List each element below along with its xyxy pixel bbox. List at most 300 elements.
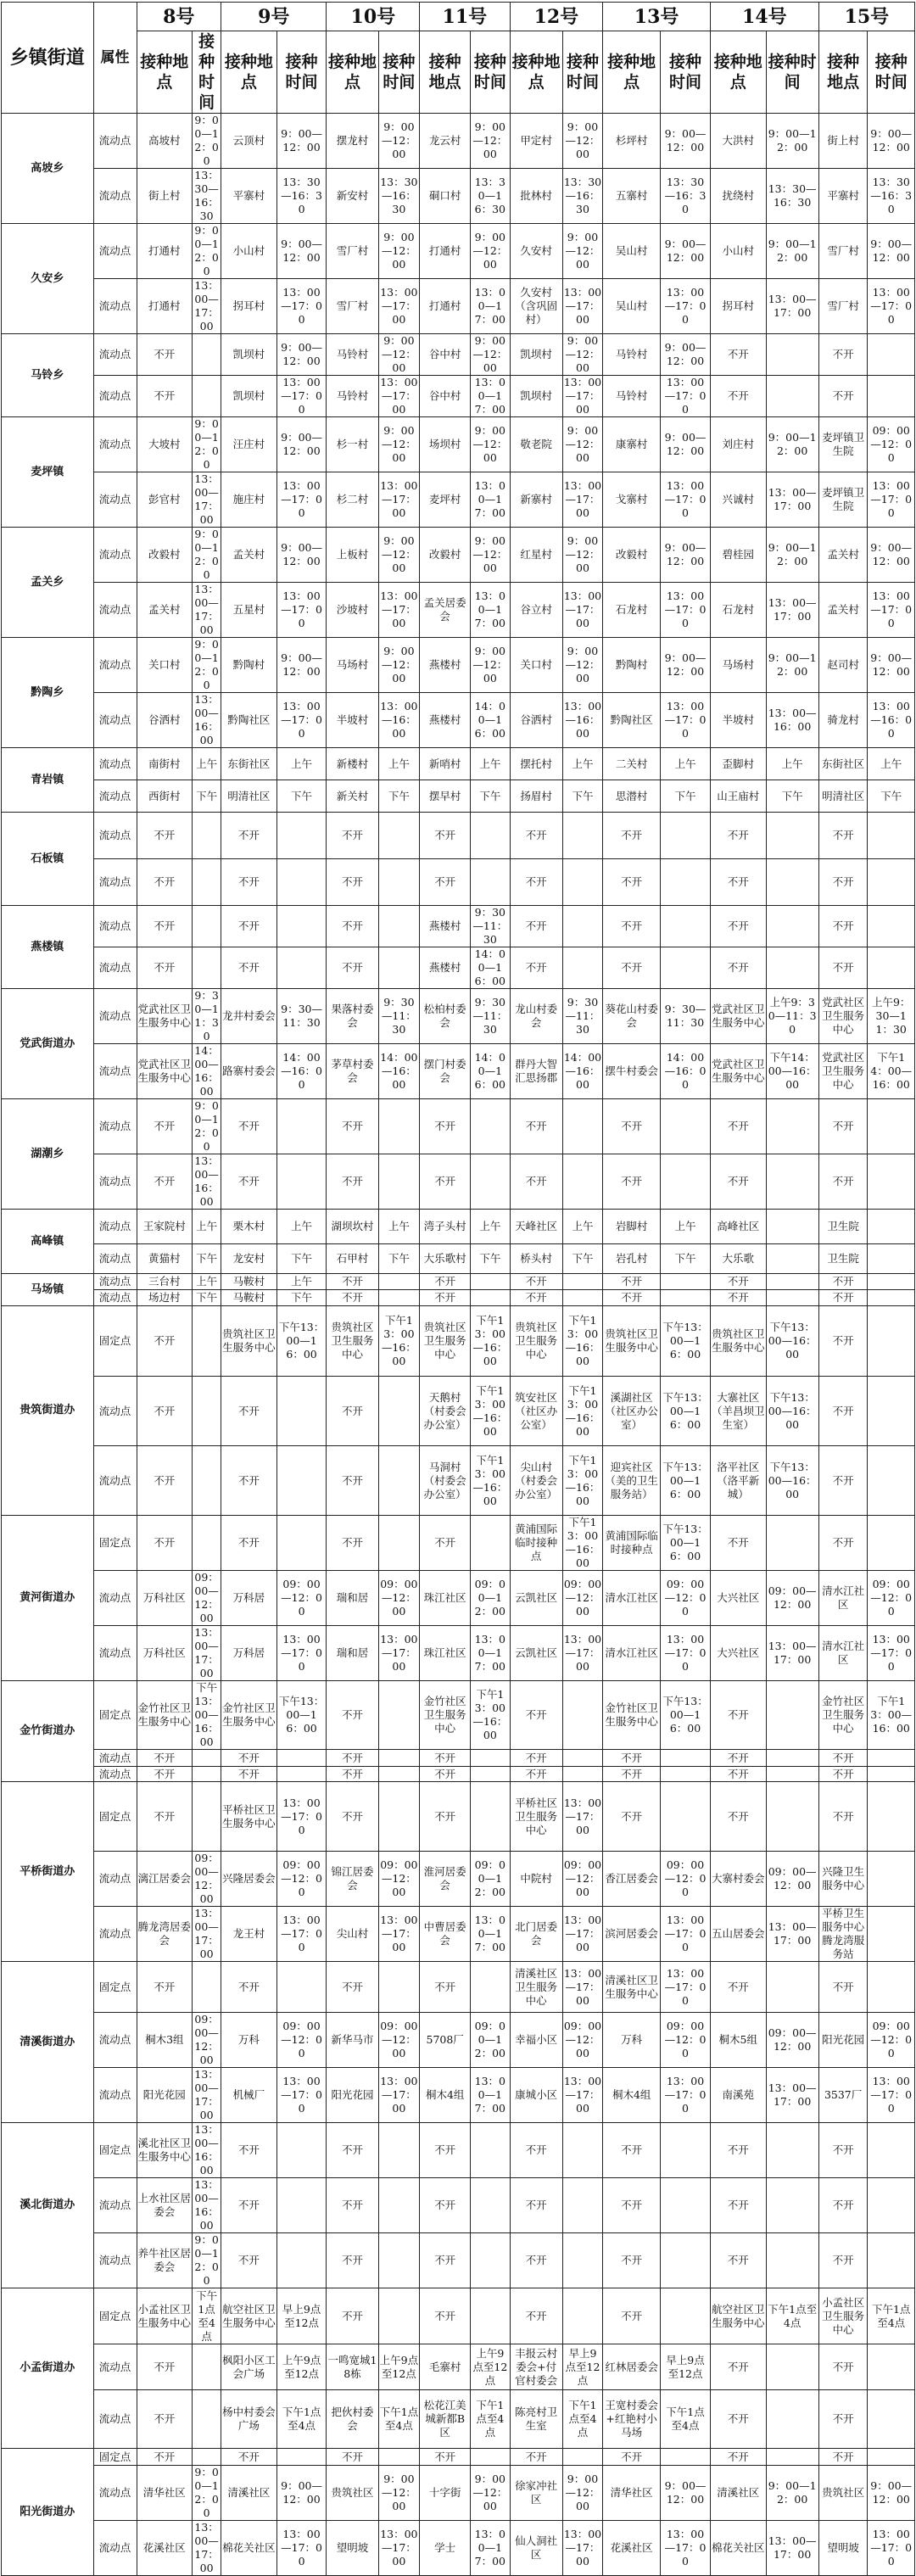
site-cell: 雪厂村 xyxy=(327,279,378,334)
time-cell xyxy=(766,1962,818,2013)
site-cell: 溪北社区卫生服务中心 xyxy=(137,2123,193,2178)
site-cell: 党武社区卫生服务中心 xyxy=(710,989,766,1044)
time-cell xyxy=(378,1681,420,1750)
time-cell xyxy=(661,1154,711,1210)
time-cell: 09：00—12：00 xyxy=(276,1852,327,1907)
site-cell: 不开 xyxy=(221,2233,277,2288)
time-cell xyxy=(661,906,711,947)
time-cell: 13：00—17：00 xyxy=(766,2521,818,2576)
time-cell: 下午 xyxy=(193,1290,221,1306)
site-cell: 新关村 xyxy=(327,780,378,813)
time-cell: 下午14：00—16：00 xyxy=(868,1044,915,1099)
time-cell: 9：00—12：00 xyxy=(661,114,711,169)
time-cell xyxy=(562,1154,603,1210)
site-cell: 不开 xyxy=(710,1274,766,1290)
site-cell: 不开 xyxy=(710,1290,766,1306)
town-name: 平桥街道办 xyxy=(2,1782,94,1962)
time-cell: 下午 xyxy=(276,1290,327,1306)
time-cell xyxy=(378,2449,420,2466)
site-cell: 不开 xyxy=(818,1962,868,2013)
point-type: 固定点 xyxy=(93,2449,137,2466)
site-cell: 骑龙村 xyxy=(818,693,868,748)
point-type: 流动点 xyxy=(93,528,137,583)
time-cell: 下午 xyxy=(562,780,603,813)
site-cell: 不开 xyxy=(710,1767,766,1782)
site-cell: 贵筑社区卫生服务中心 xyxy=(420,1306,471,1377)
site-cell: 珠江社区 xyxy=(420,1626,471,1681)
time-cell: 下午13：00—16：00 xyxy=(562,1306,603,1377)
site-cell: 摆牛村委会 xyxy=(603,1044,661,1099)
point-type: 流动点 xyxy=(93,813,137,859)
site-cell: 不开 xyxy=(818,2123,868,2178)
time-cell: 13：00—17：00 xyxy=(661,2521,711,2576)
time-cell: 上午9：30—11：30 xyxy=(868,989,915,1044)
time-cell: 9：00—12：00 xyxy=(766,114,818,169)
table-row xyxy=(2,1446,915,1516)
time-cell xyxy=(868,1377,915,1446)
time-cell: 13：00—17：00 xyxy=(661,472,711,528)
site-cell: 淮河居委会 xyxy=(420,1852,471,1907)
time-cell: 下午13：00—16：00 xyxy=(562,1446,603,1516)
site-cell: 清水江社区 xyxy=(603,1626,661,1681)
time-cell xyxy=(193,859,221,906)
time-cell: 13：00—17：00 xyxy=(276,472,327,528)
time-cell xyxy=(378,813,420,859)
table-row xyxy=(2,2466,915,2521)
site-cell: 不开 xyxy=(420,2178,471,2233)
time-cell: 下午13：00—16：00 xyxy=(276,1306,327,1377)
time-cell xyxy=(868,2178,915,2233)
time-cell: 14：00—16：00 xyxy=(378,1044,420,1099)
site-cell: 不开 xyxy=(710,334,766,376)
time-cell: 13：00—17：00 xyxy=(661,693,711,748)
site-cell: 不开 xyxy=(327,1962,378,2013)
time-cell: 13：00—17：00 xyxy=(378,1907,420,1962)
site-cell: 不开 xyxy=(510,2233,562,2288)
point-type: 流动点 xyxy=(93,1044,137,1099)
site-cell: 谷中村 xyxy=(420,376,471,417)
time-cell: 9：00—12：00 xyxy=(276,528,327,583)
site-cell: 不开 xyxy=(327,2123,378,2178)
time-cell xyxy=(378,2233,420,2288)
site-cell: 不开 xyxy=(327,1750,378,1767)
time-cell xyxy=(868,1767,915,1782)
site-cell: 马铃村 xyxy=(603,376,661,417)
time-cell xyxy=(471,1154,510,1210)
time-cell: 09：00—12：00 xyxy=(766,2013,818,2068)
time-cell xyxy=(562,2123,603,2178)
time-cell xyxy=(868,906,915,947)
site-cell: 云顶村 xyxy=(221,114,277,169)
time-cell: 13：00—17：00 xyxy=(276,2521,327,2576)
site-cell: 兴诚村 xyxy=(710,472,766,528)
site-cell: 不开 xyxy=(710,947,766,989)
header-time: 接种时间 xyxy=(378,31,420,114)
site-cell: 不开 xyxy=(510,1681,562,1750)
time-cell: 9：00—12：00 xyxy=(378,638,420,693)
site-cell: 不开 xyxy=(818,947,868,989)
site-cell: 桐木3组 xyxy=(137,2013,193,2068)
site-cell: 不开 xyxy=(137,1446,193,1516)
time-cell xyxy=(766,1750,818,1767)
site-cell: 打通村 xyxy=(137,224,193,279)
time-cell: 9：30—11：30 xyxy=(471,906,510,947)
site-cell: 不开 xyxy=(221,2449,277,2466)
table-row xyxy=(2,2013,915,2068)
site-cell: 党武社区卫生服务中心 xyxy=(137,989,193,1044)
time-cell: 13：00—17：00 xyxy=(562,472,603,528)
site-cell: 马场村 xyxy=(710,638,766,693)
site-cell: 不开 xyxy=(710,1782,766,1852)
time-cell: 13：00—16：00 xyxy=(868,693,915,748)
site-cell: 马铃村 xyxy=(327,376,378,417)
point-type: 流动点 xyxy=(93,1750,137,1767)
time-cell: 9：00—12：00 xyxy=(471,638,510,693)
site-cell: 杉二村 xyxy=(327,472,378,528)
site-cell: 珠江社区 xyxy=(420,1571,471,1626)
time-cell: 13：00—16：00 xyxy=(562,693,603,748)
site-cell: 谷中村 xyxy=(420,334,471,376)
time-cell xyxy=(193,1750,221,1767)
time-cell: 09：00—12：00 xyxy=(766,1852,818,1907)
time-cell xyxy=(378,1962,420,2013)
site-cell: 万科 xyxy=(221,2013,277,2068)
header-place: 接种地点 xyxy=(221,31,277,114)
site-cell: 云凯社区 xyxy=(510,1571,562,1626)
header-day: 8号 xyxy=(137,3,221,31)
site-cell: 平桥卫生服务中心腾龙湾服务站 xyxy=(818,1907,868,1962)
time-cell: 14：00—16：00 xyxy=(661,1044,711,1099)
site-cell: 不开 xyxy=(818,1274,868,1290)
time-cell xyxy=(766,1290,818,1306)
site-cell: 贵筑社区 xyxy=(327,2466,378,2521)
site-cell: 湾子头村 xyxy=(420,1210,471,1244)
table-row xyxy=(2,1767,915,1782)
site-cell: 不开 xyxy=(221,1446,277,1516)
time-cell xyxy=(276,2123,327,2178)
site-cell: 硐口村 xyxy=(420,169,471,224)
town-name: 黔陶乡 xyxy=(2,638,94,748)
site-cell: 把伙村委会 xyxy=(327,2390,378,2449)
site-cell: 不开 xyxy=(420,813,471,859)
time-cell: 13：00—17：00 xyxy=(562,583,603,638)
time-cell: 9：00—12：00 xyxy=(193,1099,221,1154)
header-day: 9号 xyxy=(221,3,327,31)
site-cell: 不开 xyxy=(818,2233,868,2288)
town-name: 金竹街道办 xyxy=(2,1681,94,1782)
site-cell: 不开 xyxy=(420,1274,471,1290)
site-cell: 二关村 xyxy=(603,748,661,780)
site-cell: 仙人洞社区 xyxy=(510,2521,562,2576)
time-cell: 早上9点至12点 xyxy=(276,2288,327,2344)
site-cell: 毛寨村 xyxy=(420,2344,471,2390)
time-cell xyxy=(661,1274,711,1290)
site-cell: 贵筑社区卫生服务中心 xyxy=(710,1306,766,1377)
site-cell: 金竹社区卫生服务中心 xyxy=(818,1681,868,1750)
town-name: 石板镇 xyxy=(2,813,94,906)
time-cell xyxy=(378,1274,420,1290)
time-cell xyxy=(276,1099,327,1154)
table-row xyxy=(2,1306,915,1377)
table-row xyxy=(2,693,915,748)
point-type: 流动点 xyxy=(93,1446,137,1516)
site-cell: 阳光花园 xyxy=(137,2068,193,2123)
time-cell xyxy=(766,2123,818,2178)
time-cell xyxy=(868,2344,915,2390)
time-cell xyxy=(562,2233,603,2288)
time-cell xyxy=(193,1782,221,1852)
site-cell: 天鹅村（村委会办公室） xyxy=(420,1377,471,1446)
time-cell xyxy=(276,2233,327,2288)
table-row xyxy=(2,2288,915,2344)
table-row xyxy=(2,1962,915,2013)
time-cell xyxy=(766,1274,818,1290)
time-cell xyxy=(868,1446,915,1516)
time-cell: 下午13：00—16：00 xyxy=(661,1681,711,1750)
time-cell xyxy=(766,334,818,376)
site-cell: 不开 xyxy=(327,2233,378,2288)
site-cell: 不开 xyxy=(818,1782,868,1852)
time-cell: 13：00—17：00 xyxy=(378,376,420,417)
point-type: 流动点 xyxy=(93,2390,137,2449)
site-cell: 黄猫村 xyxy=(137,1244,193,1274)
site-cell: 敬老院 xyxy=(510,417,562,472)
site-cell: 场边村 xyxy=(137,1290,193,1306)
site-cell: 云凯社区 xyxy=(510,1626,562,1681)
time-cell xyxy=(766,2449,818,2466)
site-cell: 天峰社区 xyxy=(510,1210,562,1244)
time-cell: 09：00—12：00 xyxy=(562,1852,603,1907)
time-cell: 13：00—17：00 xyxy=(471,1626,510,1681)
time-cell: 9：00—12：00 xyxy=(562,638,603,693)
point-type: 固定点 xyxy=(93,2288,137,2344)
time-cell xyxy=(661,2123,711,2178)
site-cell: 马铃村 xyxy=(603,334,661,376)
table-row xyxy=(2,279,915,334)
time-cell xyxy=(868,1750,915,1767)
site-cell: 陈亮村卫生室 xyxy=(510,2390,562,2449)
site-cell: 桐木4组 xyxy=(420,2068,471,2123)
site-cell: 机械厂 xyxy=(221,2068,277,2123)
time-cell xyxy=(378,2288,420,2344)
time-cell: 13：00—17：00 xyxy=(378,279,420,334)
header-time: 接种时间 xyxy=(471,31,510,114)
site-cell: 不开 xyxy=(603,1290,661,1306)
site-cell: 不开 xyxy=(420,2233,471,2288)
time-cell xyxy=(378,1099,420,1154)
site-cell: 黔陶村 xyxy=(221,638,277,693)
site-cell: 刘庄村 xyxy=(710,417,766,472)
site-cell: 万科社区 xyxy=(137,1571,193,1626)
site-cell: 凯坝村 xyxy=(510,376,562,417)
time-cell xyxy=(868,1852,915,1907)
site-cell: 不开 xyxy=(603,813,661,859)
time-cell: 9：00—12：00 xyxy=(193,417,221,472)
site-cell: 金竹社区卫生服务中心 xyxy=(137,1681,193,1750)
time-cell xyxy=(378,1290,420,1306)
time-cell: 13：00—17：00 xyxy=(562,1962,603,2013)
site-cell: 不开 xyxy=(710,813,766,859)
town-name: 溪北街道办 xyxy=(2,2123,94,2288)
site-cell: 丰报云村委会+付官村委会 xyxy=(510,2344,562,2390)
time-cell xyxy=(562,2178,603,2233)
time-cell xyxy=(562,813,603,859)
site-cell: 金竹社区卫生服务中心 xyxy=(603,1681,661,1750)
site-cell: 黔陶社区 xyxy=(603,693,661,748)
time-cell xyxy=(766,376,818,417)
table-row xyxy=(2,1681,915,1750)
site-cell: 金竹社区卫生服务中心 xyxy=(420,1681,471,1750)
site-cell: 党武社区卫生服务中心 xyxy=(818,1044,868,1099)
site-cell: 不开 xyxy=(510,1274,562,1290)
time-cell xyxy=(276,859,327,906)
time-cell: 下午13：00—16：00 xyxy=(766,1446,818,1516)
time-cell: 9：00—12：00 xyxy=(562,224,603,279)
time-cell: 9：00—12：00 xyxy=(276,638,327,693)
time-cell: 13：00—17：00 xyxy=(471,1907,510,1962)
site-cell: 兴隆卫生服务中心 xyxy=(818,1852,868,1907)
time-cell: 9：00—12：00 xyxy=(661,224,711,279)
time-cell: 下午 xyxy=(471,1244,510,1274)
site-cell: 滨河居委会 xyxy=(603,1907,661,1962)
site-cell: 平桥社区卫生服务中心 xyxy=(221,1782,277,1852)
site-cell: 不开 xyxy=(327,1516,378,1571)
time-cell: 9：00—12：00 xyxy=(661,528,711,583)
site-cell: 马洞村（村委会办公室） xyxy=(420,1446,471,1516)
table-row xyxy=(2,114,915,169)
site-cell: 不开 xyxy=(221,1750,277,1767)
table-row xyxy=(2,2178,915,2233)
site-cell: 批林村 xyxy=(510,169,562,224)
time-cell: 上午 xyxy=(868,748,915,780)
site-cell: 五山居委会 xyxy=(710,1907,766,1962)
site-cell: 康寨村 xyxy=(603,417,661,472)
table-row xyxy=(2,1099,915,1154)
site-cell: 锦江居委会 xyxy=(327,1852,378,1907)
time-cell: 9：30—11：30 xyxy=(562,989,603,1044)
site-cell: 半坡村 xyxy=(327,693,378,748)
time-cell: 13：00—17：00 xyxy=(193,1626,221,1681)
time-cell xyxy=(868,813,915,859)
time-cell xyxy=(193,1767,221,1782)
site-cell: 贵筑社区卫生服务中心 xyxy=(221,1306,277,1377)
time-cell: 09：00—12：00 xyxy=(661,1852,711,1907)
time-cell xyxy=(471,2449,510,2466)
site-cell: 不开 xyxy=(710,1516,766,1571)
site-cell: 不开 xyxy=(137,2344,193,2390)
site-cell: 卫生院 xyxy=(818,1244,868,1274)
site-cell: 不开 xyxy=(710,2344,766,2390)
time-cell: 下午13：00—16：00 xyxy=(471,1306,510,1377)
time-cell xyxy=(471,2123,510,2178)
site-cell: 雪厂村 xyxy=(818,224,868,279)
town-name: 青岩镇 xyxy=(2,748,94,813)
site-cell: 松柏村委会 xyxy=(420,989,471,1044)
time-cell xyxy=(562,2449,603,2466)
site-cell: 平桥社区卫生服务中心 xyxy=(510,1782,562,1852)
site-cell: 不开 xyxy=(221,813,277,859)
time-cell xyxy=(193,2390,221,2449)
table-row xyxy=(2,1377,915,1446)
site-cell: 桥头村 xyxy=(510,1244,562,1274)
point-type: 固定点 xyxy=(93,2123,137,2178)
site-cell: 不开 xyxy=(818,2344,868,2390)
time-cell xyxy=(193,1516,221,1571)
time-cell: 13：00—17：00 xyxy=(276,583,327,638)
time-cell: 09：00—12：00 xyxy=(661,2013,711,2068)
site-cell: 上水社区居委会 xyxy=(137,2178,193,2233)
time-cell: 13：00—17：00 xyxy=(471,472,510,528)
time-cell: 上午 xyxy=(766,748,818,780)
time-cell xyxy=(562,1750,603,1767)
time-cell xyxy=(661,1767,711,1782)
time-cell: 9：00—12：00 xyxy=(562,2466,603,2521)
time-cell: 9：30—11：30 xyxy=(471,989,510,1044)
time-cell: 09：00—12：00 xyxy=(276,1571,327,1626)
time-cell xyxy=(471,1782,510,1852)
site-cell: 不开 xyxy=(603,2288,661,2344)
time-cell: 下午 xyxy=(471,780,510,813)
site-cell: 不开 xyxy=(710,859,766,906)
site-cell: 不开 xyxy=(603,2178,661,2233)
time-cell: 13：00—17：00 xyxy=(378,2068,420,2123)
site-cell: 不开 xyxy=(710,376,766,417)
time-cell: 下午13：00—16：00 xyxy=(562,1516,603,1571)
point-type: 流动点 xyxy=(93,748,137,780)
site-cell: 不开 xyxy=(818,1750,868,1767)
table-row xyxy=(2,528,915,583)
point-type: 流动点 xyxy=(93,1571,137,1626)
time-cell: 9：00—12：00 xyxy=(766,417,818,472)
site-cell: 高坡村 xyxy=(137,114,193,169)
time-cell xyxy=(868,859,915,906)
table-row xyxy=(2,1907,915,1962)
time-cell xyxy=(868,1154,915,1210)
header-time: 接种时间 xyxy=(661,31,711,114)
site-cell: 半坡村 xyxy=(710,693,766,748)
site-cell: 不开 xyxy=(327,906,378,947)
point-type: 流动点 xyxy=(93,2178,137,2233)
time-cell: 9：00—12：00 xyxy=(471,2466,510,2521)
site-cell: 拐耳村 xyxy=(221,279,277,334)
table-row xyxy=(2,989,915,1044)
time-cell: 13：00—17：00 xyxy=(471,583,510,638)
site-cell: 茅草村委会 xyxy=(327,1044,378,1099)
table-row xyxy=(2,1044,915,1099)
time-cell xyxy=(868,1782,915,1852)
point-type: 固定点 xyxy=(93,1306,137,1377)
time-cell xyxy=(378,1377,420,1446)
time-cell: 09：00—12：00 xyxy=(471,1571,510,1626)
time-cell: 13：00—17：00 xyxy=(868,472,915,528)
site-cell: 不开 xyxy=(510,1767,562,1782)
time-cell: 下午 xyxy=(868,780,915,813)
time-cell xyxy=(766,1099,818,1154)
time-cell xyxy=(562,1767,603,1782)
site-cell: 不开 xyxy=(221,1516,277,1571)
time-cell xyxy=(471,813,510,859)
time-cell: 9：00—12：00 xyxy=(661,334,711,376)
site-cell: 思潜村 xyxy=(603,780,661,813)
time-cell xyxy=(193,376,221,417)
table-row xyxy=(2,906,915,947)
time-cell xyxy=(868,1274,915,1290)
site-cell: 不开 xyxy=(510,813,562,859)
table-row xyxy=(2,472,915,528)
time-cell: 9：00—12：00 xyxy=(276,334,327,376)
site-cell: 不开 xyxy=(137,334,193,376)
time-cell: 14：00—16：00 xyxy=(471,947,510,989)
